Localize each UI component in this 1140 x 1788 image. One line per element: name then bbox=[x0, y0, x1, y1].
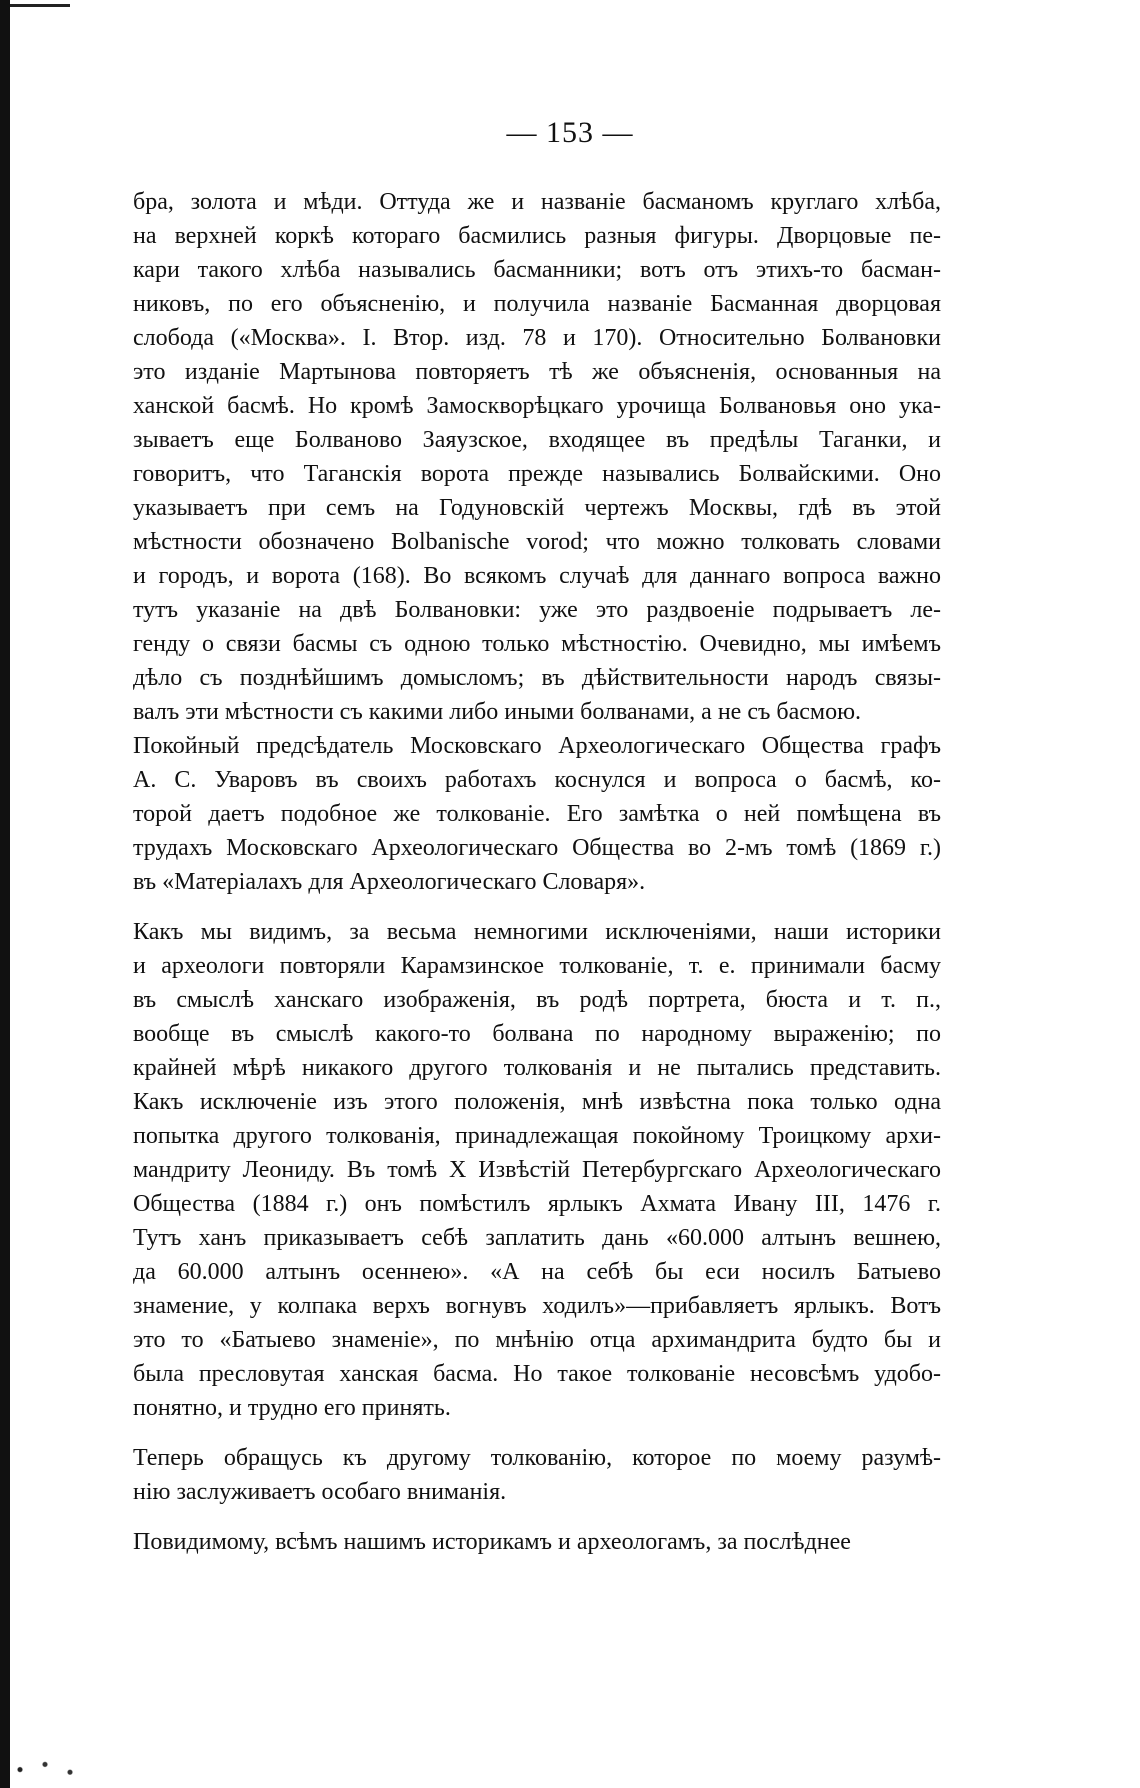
scan-artifact-top bbox=[10, 4, 70, 7]
text-line: знамение, у колпака верхъ вогнувъ ходилъ»—прибавляетъ ярлыкъ. Вотъ bbox=[133, 1293, 941, 1319]
text-line: на верхней коркѣ котораго басмились разныя фигуры. Дворцовые пе- bbox=[133, 223, 941, 249]
text-line: указываетъ при семъ на Годуновскій чертежъ Москвы, гдѣ въ этой bbox=[133, 495, 941, 521]
text-line: нію заслуживаетъ особаго вниманія. bbox=[133, 1479, 507, 1505]
text-line: въ смыслѣ ханскаго изображенія, въ родѣ портрета, бюста и т. п., bbox=[133, 987, 941, 1013]
text-line: въ «Матеріалахъ для Археологическаго Словаря». bbox=[133, 869, 646, 895]
text-line: крайней мѣрѣ никакого другого толкованія и не пытались представить. bbox=[133, 1055, 941, 1081]
paragraph-gap bbox=[133, 899, 941, 915]
text-line: ханской басмѣ. Но кромѣ Замоскворѣцкаго урочища Болвановья оно ука- bbox=[133, 393, 941, 419]
text-line: это то «Батыево знаменіе», по мнѣнію отца архимандрита будто бы и bbox=[133, 1327, 941, 1353]
text-line: Тутъ ханъ приказываетъ себѣ заплатить дань «60.000 алтынъ вешнею, bbox=[133, 1225, 941, 1251]
text-line: Какъ исключеніе изъ этого положенія, мнѣ извѣстна пока только одна bbox=[133, 1089, 941, 1115]
text-line: Какъ мы видимъ, за весьма немногими исключеніями, наши историки bbox=[133, 919, 941, 945]
text-line: валъ эти мѣстности съ какими либо иными болванами, а не съ басмою. bbox=[133, 699, 862, 725]
text-line: вообще въ смыслѣ какого-то болвана по народному выраженію; по bbox=[133, 1021, 941, 1047]
text-line: слобода («Москва». І. Втор. изд. 78 и 170). Относительно Болвановки bbox=[133, 325, 941, 351]
text-line: и археологи повторяли Карамзинское толкованіе, т. е. принимали басму bbox=[133, 953, 941, 979]
text-line: это изданіе Мартынова повторяетъ тѣ же объясненія, основанныя на bbox=[133, 359, 941, 385]
text-line: зываетъ еще Болваново Заяузское, входящее въ предѣлы Таганки, и bbox=[133, 427, 941, 453]
text-line: говоритъ, что Таганскія ворота прежде назывались Болвайскими. Оно bbox=[133, 461, 941, 487]
scan-page-edge bbox=[0, 0, 10, 1788]
paragraph-gap bbox=[133, 1425, 941, 1441]
text-line: Повидимому, всѣмъ нашимъ историкамъ и археологамъ, за послѣднее bbox=[133, 1529, 851, 1555]
text-line: была пресловутая ханская басма. Но такое толкованіе несовсѣмъ удобо- bbox=[133, 1361, 941, 1387]
text-line: дѣло съ позднѣйшимъ домысломъ; въ дѣйствительности народъ связы- bbox=[133, 665, 941, 691]
text-line: Покойный предсѣдатель Московскаго Археологическаго Общества графъ bbox=[133, 733, 941, 759]
page-number: — 153 — bbox=[506, 116, 634, 149]
text-line: генду о связи басмы съ одною только мѣстностію. Очевидно, мы имѣемъ bbox=[133, 631, 941, 657]
text-line: понятно, и трудно его принять. bbox=[133, 1395, 451, 1421]
text-line: А. С. Уваровъ въ своихъ работахъ коснулся и вопроса о басмѣ, ко- bbox=[133, 767, 941, 793]
text-line: мѣстности обозначено Bolbanische vorod; что можно толковать словами bbox=[133, 529, 941, 555]
text-line: никовъ, по его объясненію, и получила названіе Басманная дворцовая bbox=[133, 291, 941, 317]
text-line: попытка другого толкованія, принадлежащая покойному Троицкому архи- bbox=[133, 1123, 941, 1149]
text-line: бра, золота и мѣди. Оттуда же и названіе басманомъ круглаго хлѣба, bbox=[133, 189, 941, 215]
text-line: и городъ, и ворота (168). Во всякомъ случаѣ для даннаго вопроса важно bbox=[133, 563, 941, 589]
text-line: тутъ указаніе на двѣ Болвановки: уже это раздвоеніе подрываетъ ле- bbox=[133, 597, 941, 623]
body-text bbox=[133, 185, 941, 1559]
text-line: трудахъ Московскаго Археологическаго Общества во 2-мъ томѣ (1869 г.) bbox=[133, 835, 941, 861]
text-line: кари такого хлѣба назывались басманники; вотъ отъ этихъ-то басман- bbox=[133, 257, 941, 283]
paragraph-gap bbox=[133, 1509, 941, 1525]
scan-artifact-bottom bbox=[10, 1754, 110, 1780]
text-line: мандриту Леониду. Въ томѣ X Извѣстій Петербургскаго Археологическаго bbox=[133, 1157, 941, 1183]
text-line: Общества (1884 г.) онъ помѣстилъ ярлыкъ Ахмата Ивану III, 1476 г. bbox=[133, 1191, 941, 1217]
text-line: торой даетъ подобное же толкованіе. Его замѣтка о ней помѣщена въ bbox=[133, 801, 941, 827]
text-line: да 60.000 алтынъ осеннею». «А на себѣ бы еси носилъ Батыево bbox=[133, 1259, 941, 1285]
text-line: Теперь обращусь къ другому толкованію, которое по моему разумѣ- bbox=[133, 1445, 941, 1471]
